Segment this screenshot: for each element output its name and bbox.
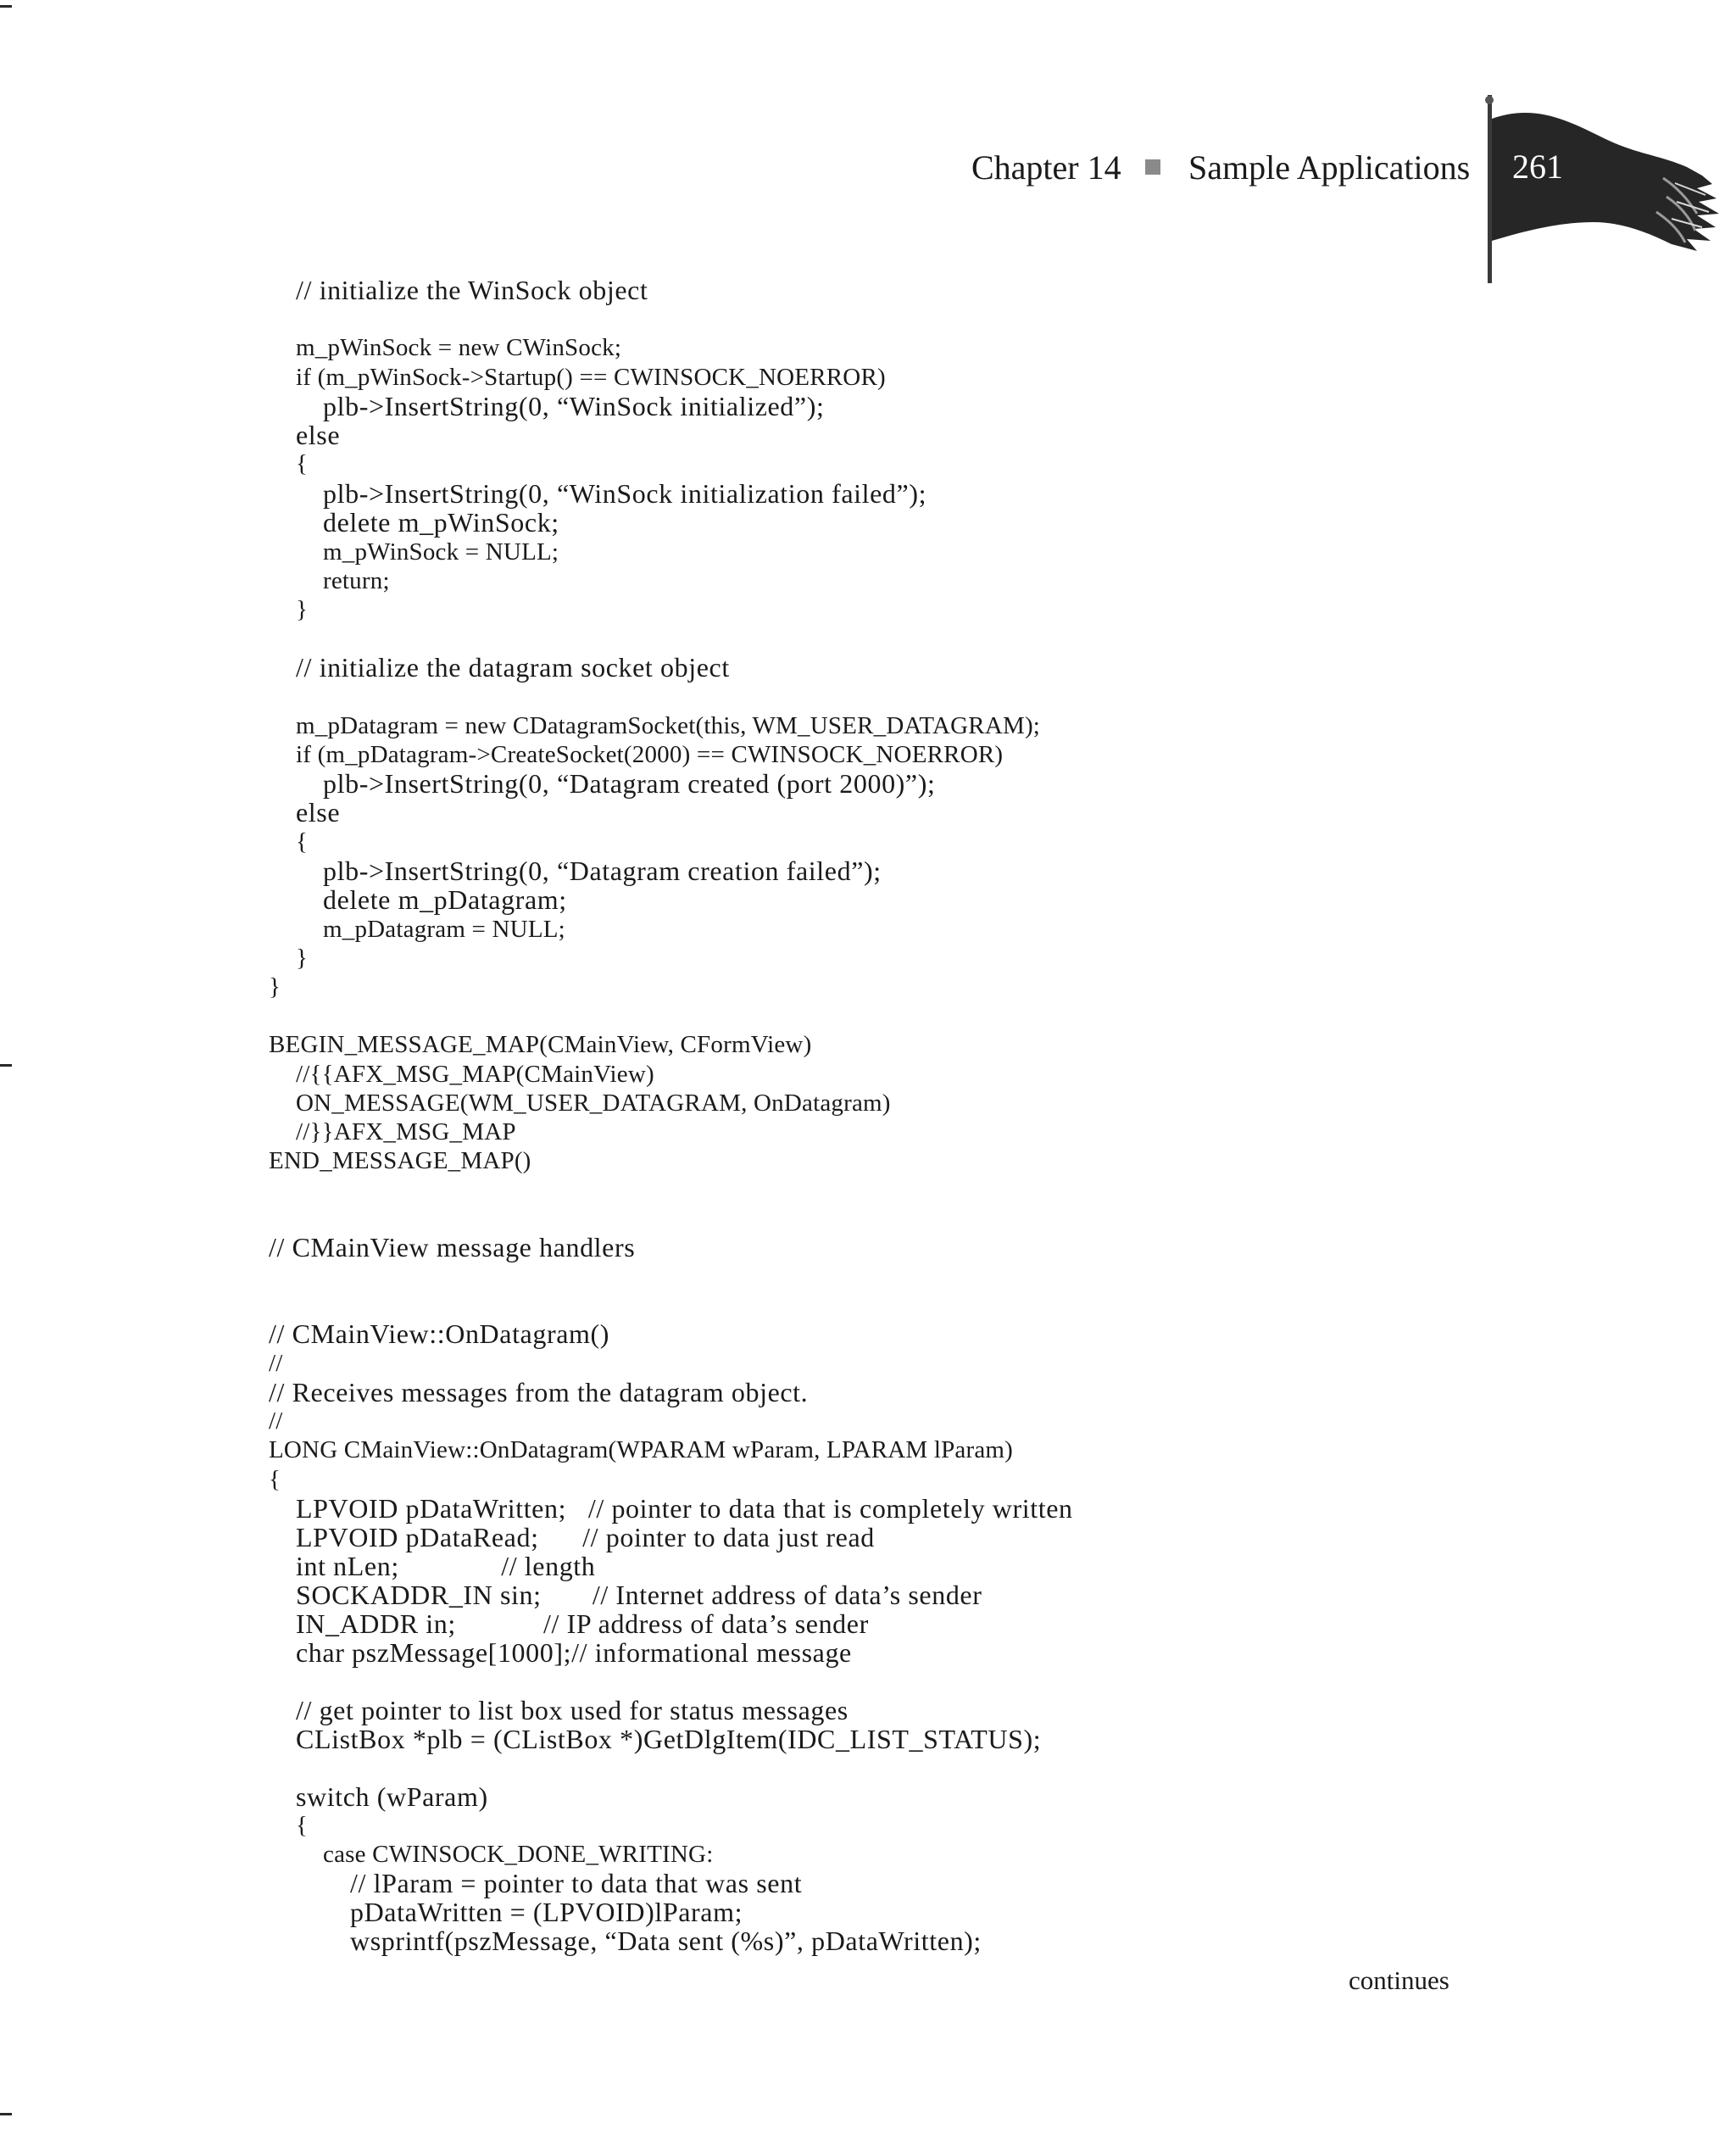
code-line: wsprintf(pszMessage, “Data sent (%s)”, pDataWritten); xyxy=(350,1926,982,1956)
code-line: { xyxy=(296,1812,309,1839)
code-line: //{{AFX_MSG_MAP(CMainView) xyxy=(296,1061,654,1088)
code-line: END_MESSAGE_MAP() xyxy=(269,1147,531,1174)
code-line: // xyxy=(269,1407,283,1435)
code-line: m_pWinSock = NULL; xyxy=(323,538,559,566)
code-line: m_pDatagram = NULL; xyxy=(323,916,565,943)
code-line: LPVOID pDataWritten; // pointer to data that is completely written xyxy=(296,1493,1073,1524)
code-line: CListBox *plb = (CListBox *)GetDlgItem(IDC_LIST_STATUS); xyxy=(296,1724,1042,1754)
code-line: ON_MESSAGE(WM_USER_DATAGRAM, OnDatagram) xyxy=(296,1090,891,1117)
code-line: // initialize the datagram socket object xyxy=(296,652,730,683)
code-line: { xyxy=(296,828,309,856)
code-line: LPVOID pDataRead; // pointer to data just read xyxy=(296,1522,875,1552)
code-line: { xyxy=(269,1466,281,1493)
code-line: return; xyxy=(323,567,390,594)
code-line: plb->InsertString(0, “WinSock initialization failed”); xyxy=(323,478,927,509)
code-line: else xyxy=(296,797,341,828)
code-line: // lParam = pointer to data that was sent xyxy=(350,1868,803,1898)
code-line: switch (wParam) xyxy=(296,1781,488,1812)
code-line: m_pWinSock = new CWinSock; xyxy=(296,334,622,361)
code-line: plb->InsertString(0, “WinSock initialized”); xyxy=(323,391,825,421)
code-line: delete m_pWinSock; xyxy=(323,507,559,538)
code-line: if (m_pDatagram->CreateSocket(2000) == CWINSOCK_NOERROR) xyxy=(296,741,1004,768)
code-line: plb->InsertString(0, “Datagram created (port 2000)”); xyxy=(323,768,936,799)
code-line: if (m_pWinSock->Startup() == CWINSOCK_NOERROR) xyxy=(296,364,886,391)
section-title: Sample Applications xyxy=(1188,148,1471,187)
code-line: m_pDatagram = new CDatagramSocket(this, WM_USER_DATAGRAM); xyxy=(296,712,1041,739)
code-line: //}}AFX_MSG_MAP xyxy=(296,1118,516,1145)
code-line: IN_ADDR in; // IP address of data’s sender xyxy=(296,1608,869,1639)
code-line: // xyxy=(269,1350,283,1377)
code-line: { xyxy=(296,450,309,477)
code-line: // get pointer to list box used for status messages xyxy=(296,1695,849,1725)
code-line: delete m_pDatagram; xyxy=(323,884,567,915)
page-number: 261 xyxy=(1512,148,1563,186)
code-line: BEGIN_MESSAGE_MAP(CMainView, CFormView) xyxy=(269,1031,812,1058)
code-line: } xyxy=(296,596,309,623)
continues-note: continues xyxy=(1349,1965,1449,1995)
code-line: pDataWritten = (LPVOID)lParam; xyxy=(350,1897,743,1927)
code-line: char pszMessage[1000];// informational message xyxy=(296,1637,852,1668)
code-line: // CMainView::OnDatagram() xyxy=(269,1318,610,1349)
code-line: // CMainView message handlers xyxy=(269,1232,636,1262)
chapter-label: Chapter 14 xyxy=(971,148,1121,187)
code-line: // Receives messages from the datagram object. xyxy=(269,1377,809,1407)
code-line: case CWINSOCK_DONE_WRITING: xyxy=(323,1841,714,1868)
code-line: } xyxy=(269,973,281,1000)
code-line: else xyxy=(296,420,341,450)
code-line: int nLen; // length xyxy=(296,1551,596,1581)
code-line: // initialize the WinSock object xyxy=(296,275,648,305)
code-line: SOCKADDR_IN sin; // Internet address of data’s sender xyxy=(296,1580,982,1610)
code-line: plb->InsertString(0, “Datagram creation failed”); xyxy=(323,856,882,886)
code-line: } xyxy=(296,945,309,972)
code-line: LONG CMainView::OnDatagram(WPARAM wParam, LPARAM lParam) xyxy=(269,1436,1014,1463)
